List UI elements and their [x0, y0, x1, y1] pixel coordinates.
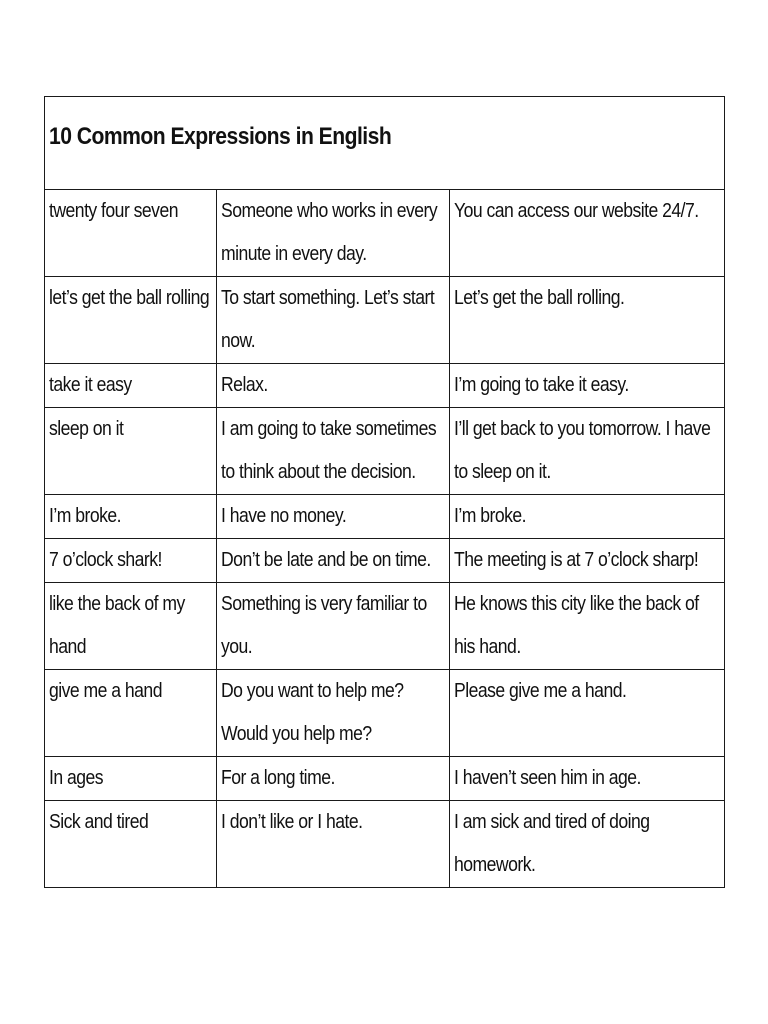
table-title-cell: [45, 97, 725, 190]
expression-cell: [45, 495, 217, 539]
meaning-text: To start something. Let’s start now.: [220, 287, 435, 352]
example-cell: [450, 408, 725, 495]
example-text: Please give me a hand.: [454, 680, 627, 702]
expression-text: twenty four seven: [49, 200, 178, 222]
meaning-text: For a long time.: [220, 767, 335, 789]
expression-cell: [45, 801, 217, 888]
example-cell: [450, 364, 725, 408]
expression-text: 7 o’clock shark!: [49, 549, 162, 571]
meaning-cell: [216, 277, 449, 364]
example-text: He knows this city like the back of his hand.: [454, 593, 699, 658]
table-row: [45, 190, 725, 277]
example-cell: [450, 583, 725, 670]
example-text: I’m going to take it easy.: [454, 374, 629, 396]
table-row: [45, 583, 725, 670]
example-text: I’ll get back to you tomorrow. I have to sleep on it.: [454, 418, 711, 483]
expression-text: I’m broke.: [49, 505, 121, 527]
expression-text: In ages: [49, 767, 104, 789]
meaning-text: Do you want to help me? Would you help me?: [220, 680, 404, 745]
expression-cell: [45, 408, 217, 495]
table-row: [45, 364, 725, 408]
expression-text: let’s get the ball rolling: [49, 287, 210, 309]
expression-cell: [45, 277, 217, 364]
expression-text: sleep on it: [49, 418, 124, 440]
example-cell: [450, 757, 725, 801]
table-title: 10 Common Expressions in English: [49, 123, 392, 150]
meaning-text: Someone who works in every minute in every day.: [220, 200, 437, 265]
meaning-cell: [216, 757, 449, 801]
expression-text: like the back of my hand: [49, 593, 185, 658]
expression-text: Sick and tired: [49, 811, 149, 833]
table-row: [45, 757, 725, 801]
meaning-text: Don’t be late and be on time.: [220, 549, 431, 571]
meaning-cell: [216, 408, 449, 495]
meaning-text: I don’t like or I hate.: [220, 811, 363, 833]
table-row: [45, 801, 725, 888]
example-text: I haven’t seen him in age.: [454, 767, 641, 789]
meaning-cell: [216, 670, 449, 757]
expressions-table: [44, 96, 725, 888]
title-row: [45, 97, 725, 190]
meaning-text: Relax.: [220, 374, 268, 396]
expression-cell: [45, 539, 217, 583]
example-cell: [450, 801, 725, 888]
table-row: [45, 539, 725, 583]
meaning-cell: [216, 539, 449, 583]
table-row: [45, 277, 725, 364]
expression-cell: [45, 757, 217, 801]
meaning-cell: [216, 495, 449, 539]
meaning-cell: [216, 801, 449, 888]
example-text: You can access our website 24/7.: [454, 200, 699, 222]
meaning-text: I am going to take sometimes to think about the decision.: [220, 418, 436, 483]
meaning-text: Something is very familiar to you.: [220, 593, 427, 658]
example-text: The meeting is at 7 o’clock sharp!: [454, 549, 699, 571]
example-cell: [450, 670, 725, 757]
example-text: I’m broke.: [454, 505, 527, 527]
example-cell: [450, 495, 725, 539]
expression-cell: [45, 670, 217, 757]
meaning-text: I have no money.: [220, 505, 347, 527]
example-cell: [450, 190, 725, 277]
table-row: [45, 495, 725, 539]
example-cell: [450, 539, 725, 583]
expression-text: give me a hand: [49, 680, 162, 702]
expression-cell: [45, 583, 217, 670]
example-text: Let’s get the ball rolling.: [454, 287, 625, 309]
meaning-cell: [216, 583, 449, 670]
table-row: [45, 408, 725, 495]
meaning-cell: [216, 364, 449, 408]
meaning-cell: [216, 190, 449, 277]
example-cell: [450, 277, 725, 364]
table-row: [45, 670, 725, 757]
expression-cell: [45, 364, 217, 408]
example-text: I am sick and tired of doing homework.: [454, 811, 650, 876]
expression-text: take it easy: [49, 374, 132, 396]
expression-cell: [45, 190, 217, 277]
